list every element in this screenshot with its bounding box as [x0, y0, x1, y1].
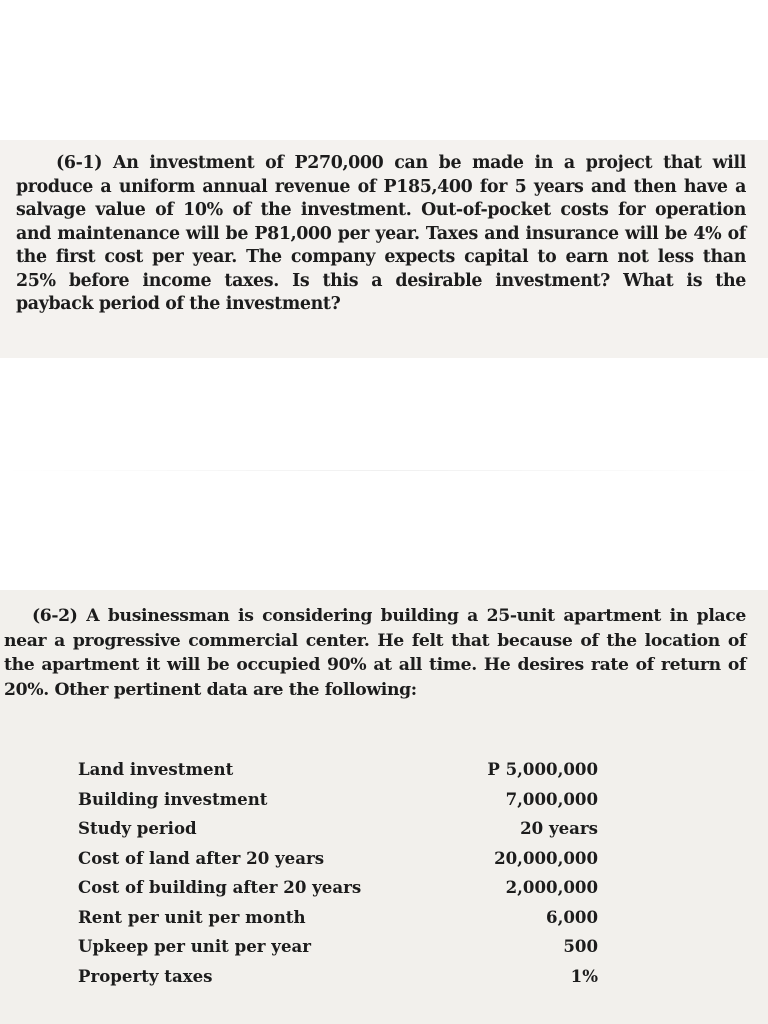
row-label: Property taxes [78, 965, 213, 986]
problem-6-2-label: (6-2) [32, 606, 78, 626]
row-label: Upkeep per unit per year [78, 936, 311, 956]
page-fold-line [0, 470, 768, 471]
row-label: Cost of land after 20 years [78, 847, 325, 868]
problem-6-2 [4, 604, 746, 702]
row-label: Study period [78, 818, 197, 838]
row-value: 6,000 [546, 906, 598, 927]
row-label: Land investment [78, 759, 234, 779]
table-row [78, 758, 598, 788]
row-value: P 5,000,000 [487, 759, 598, 779]
row-value: 20,000,000 [494, 847, 598, 868]
table-row [78, 876, 598, 906]
row-label: Rent per unit per month [78, 906, 306, 927]
row-value: 7,000,000 [505, 788, 598, 809]
problem-6-1-text: An investment of P270,000 can be made in a project that will produce a uniform annual revenue of P185,400 for 5 years and then have a salvage value of 10% of the investment. Out-of-pocket costs for operation and maintenance will be P81,000 per year. Taxes and insurance will be 4% of the first cost per year. The company expects capital to earn not less than 25% before income taxes. Is this a desirable investment? What is the payback period of the investment? [16, 153, 746, 314]
row-value: 500 [563, 936, 598, 956]
problem-6-1-label: (6-1) [56, 153, 103, 173]
row-value: 20 years [520, 818, 598, 838]
problem-6-2-text: A businessman is considering building a 25-unit apartment in place near a progressive commercial center. He felt that because of the location of the apartment it will be occupied 90% at all time. He desires rate of return of 20%. Other pertinent data are the following: [4, 606, 746, 700]
table-row [78, 847, 598, 877]
row-label: Building investment [78, 788, 268, 809]
row-value: 1% [570, 965, 598, 986]
table-row [78, 935, 598, 965]
pertinent-data-table [78, 758, 598, 994]
table-row [78, 788, 598, 818]
row-value: 2,000,000 [505, 877, 598, 897]
table-row [78, 965, 598, 995]
row-label: Cost of building after 20 years [78, 877, 362, 897]
problem-6-1 [16, 152, 746, 317]
table-row [78, 906, 598, 936]
table-row [78, 817, 598, 847]
